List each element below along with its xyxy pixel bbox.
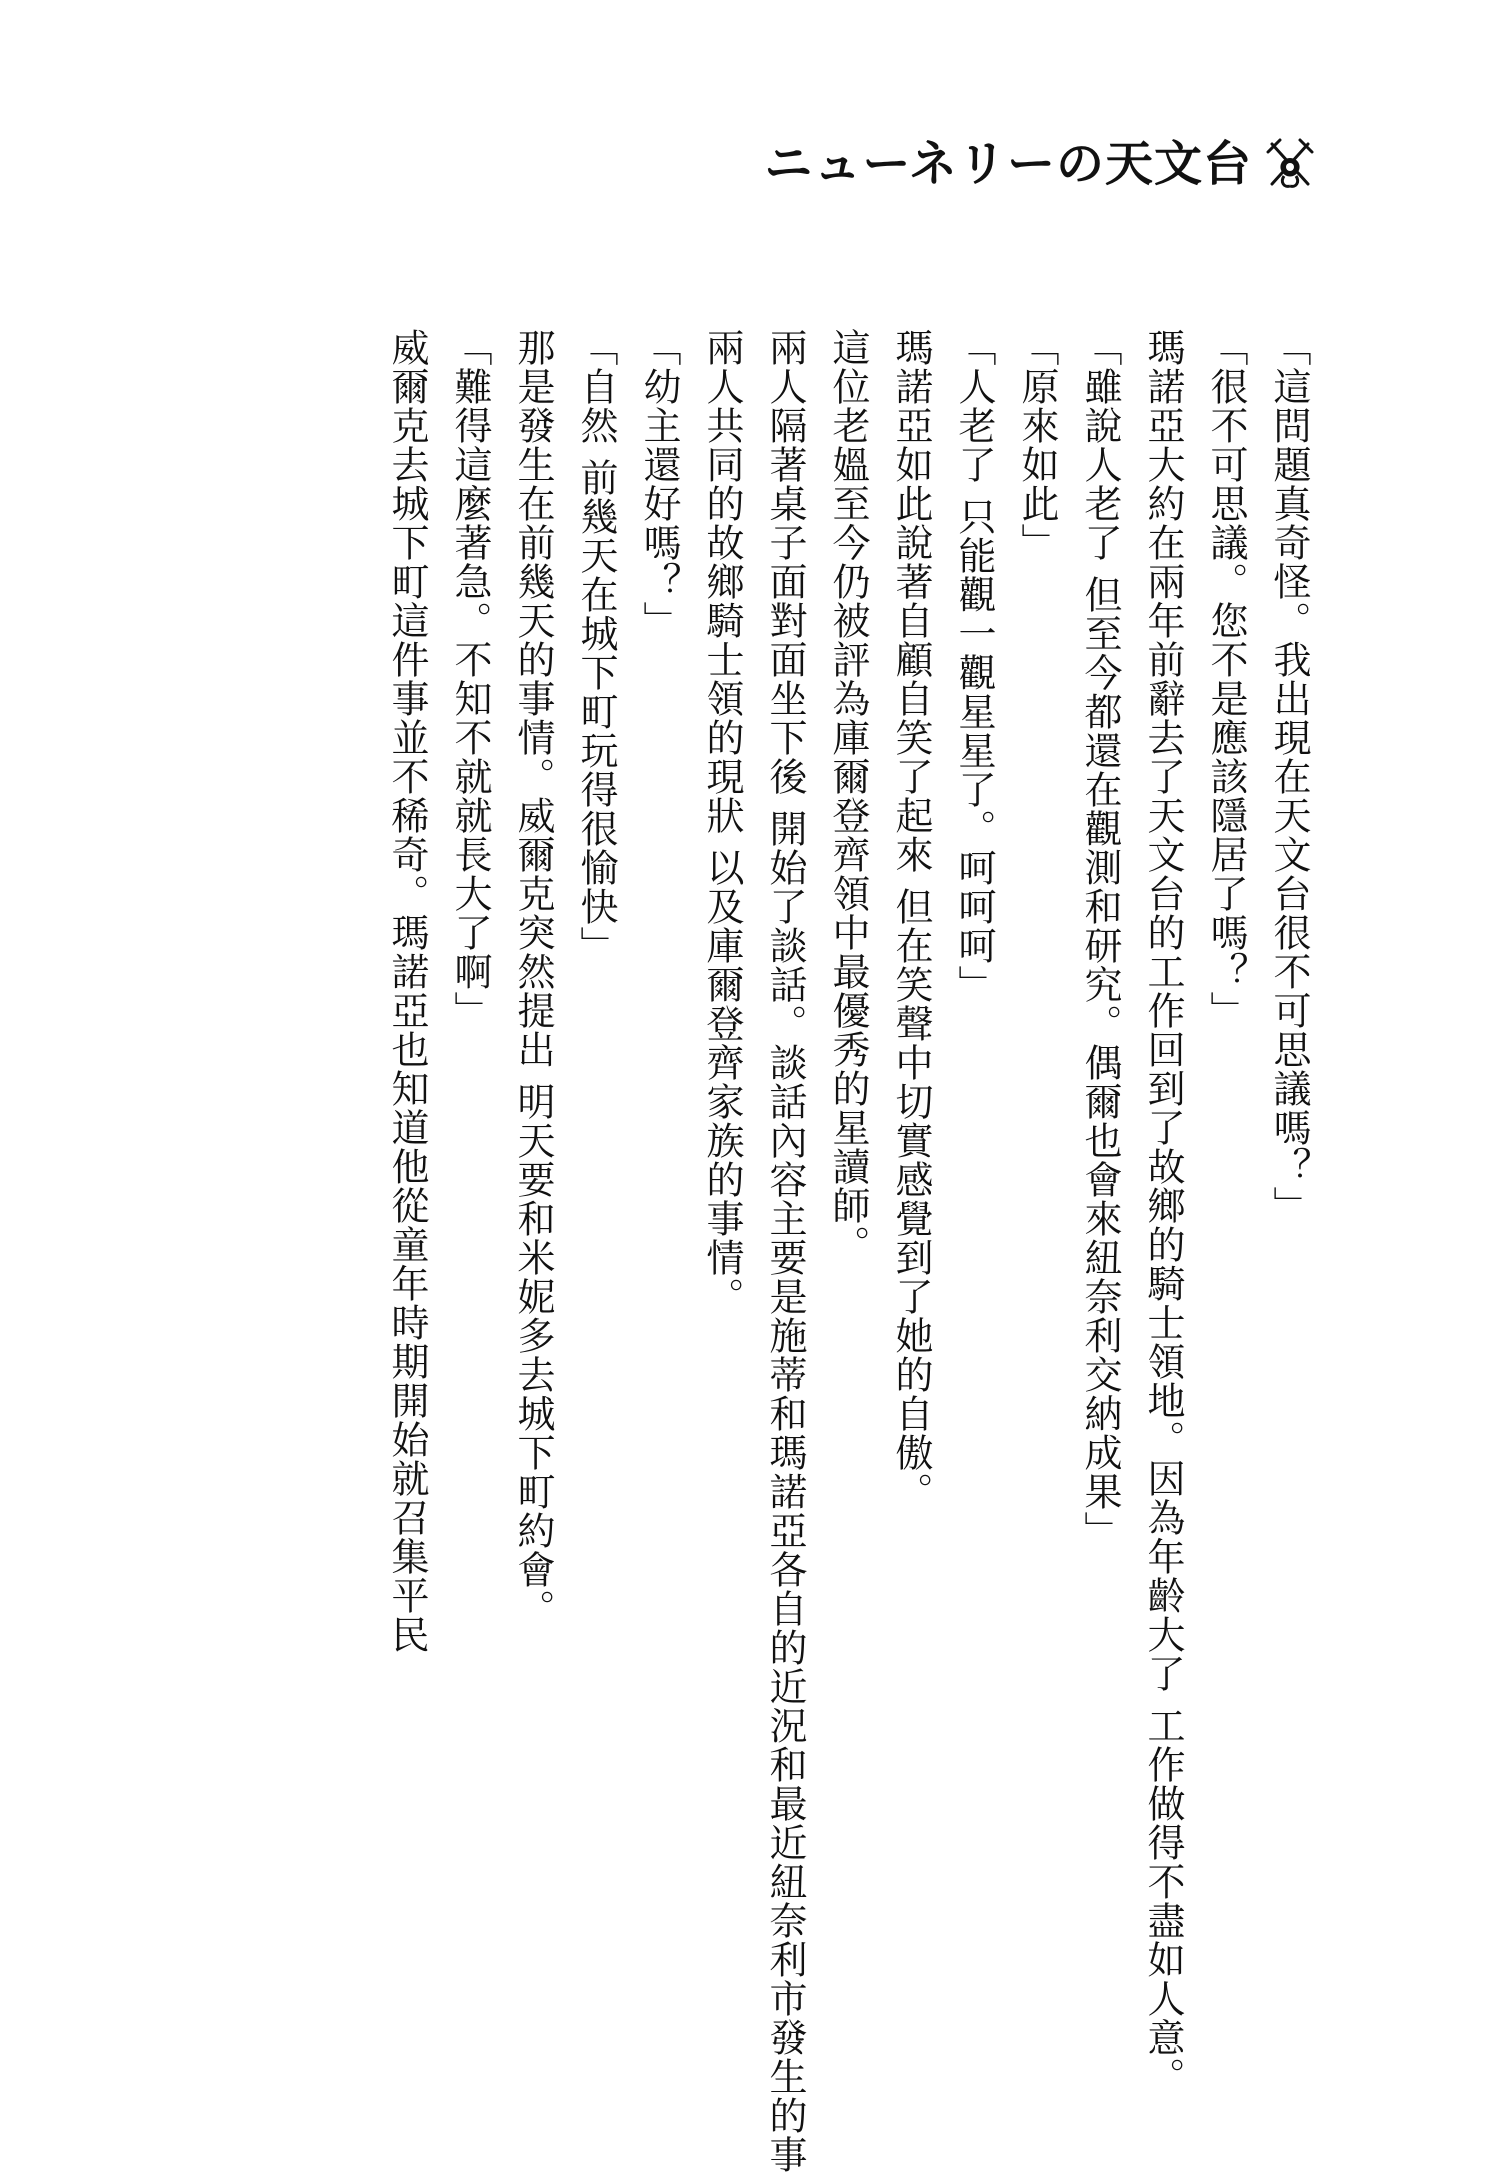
text-line: 兩人共同的故鄉騎士領的現狀 以及庫爾登齊家族的事情。 bbox=[700, 328, 744, 1317]
text-line: 「這問題真奇怪。我出現在天文台很不可思議嗎？」 bbox=[1267, 328, 1311, 1225]
crossed-swords-emblem-icon bbox=[1262, 136, 1318, 192]
text-line: 「自然 前幾天在城下町玩得很愉快」 bbox=[574, 328, 618, 966]
header-title: ニューネリーの天文台 bbox=[764, 136, 1252, 192]
text-line: 瑪諾亞大約在兩年前辭去了天文台的工作回到了故鄉的騎士領地。因為年齡大了 工作做得不盡如人意。 bbox=[1141, 328, 1185, 2097]
text-line: 「人老了 只能觀一觀星星了。呵呵呵」 bbox=[952, 328, 996, 1005]
text-line: 「幼主還好嗎？」 bbox=[637, 328, 681, 640]
text-line: 「很不可思議。您不是應該隱居了嗎？」 bbox=[1204, 328, 1248, 1030]
text-line: 這位老媼至今仍被評為庫爾登齊領中最優秀的星讀師。 bbox=[826, 328, 870, 1264]
text-line: 「原來如此」 bbox=[1015, 328, 1059, 562]
text-line: 那是發生在前幾天的事情。威爾克突然提出 明天要和米妮多去城下町約會。 bbox=[511, 328, 555, 1629]
text-line: 「雖說人老了 但至今都還在觀測和研究。偶爾也會來紐奈利交納成果」 bbox=[1078, 328, 1122, 1551]
running-header bbox=[764, 136, 1318, 192]
body-text bbox=[375, 328, 1320, 2174]
text-line: 兩人隔著桌子面對面坐下後 開始了談話。談話內容主要是施蒂和瑪諾亞各自的近況和最近紐奈利市發生的事 bbox=[763, 328, 807, 2174]
text-line: 威爾克去城下町這件事並不稀奇。瑪諾亞也知道他從童年時期開始就召集平民 bbox=[385, 328, 429, 1654]
text-line: 瑪諾亞如此說著自顧自笑了起來 但在笑聲中切實感覺到了她的自傲。 bbox=[889, 328, 933, 1512]
text-line: 「難得這麼著急。不知不就就長大了啊」 bbox=[448, 328, 492, 1030]
